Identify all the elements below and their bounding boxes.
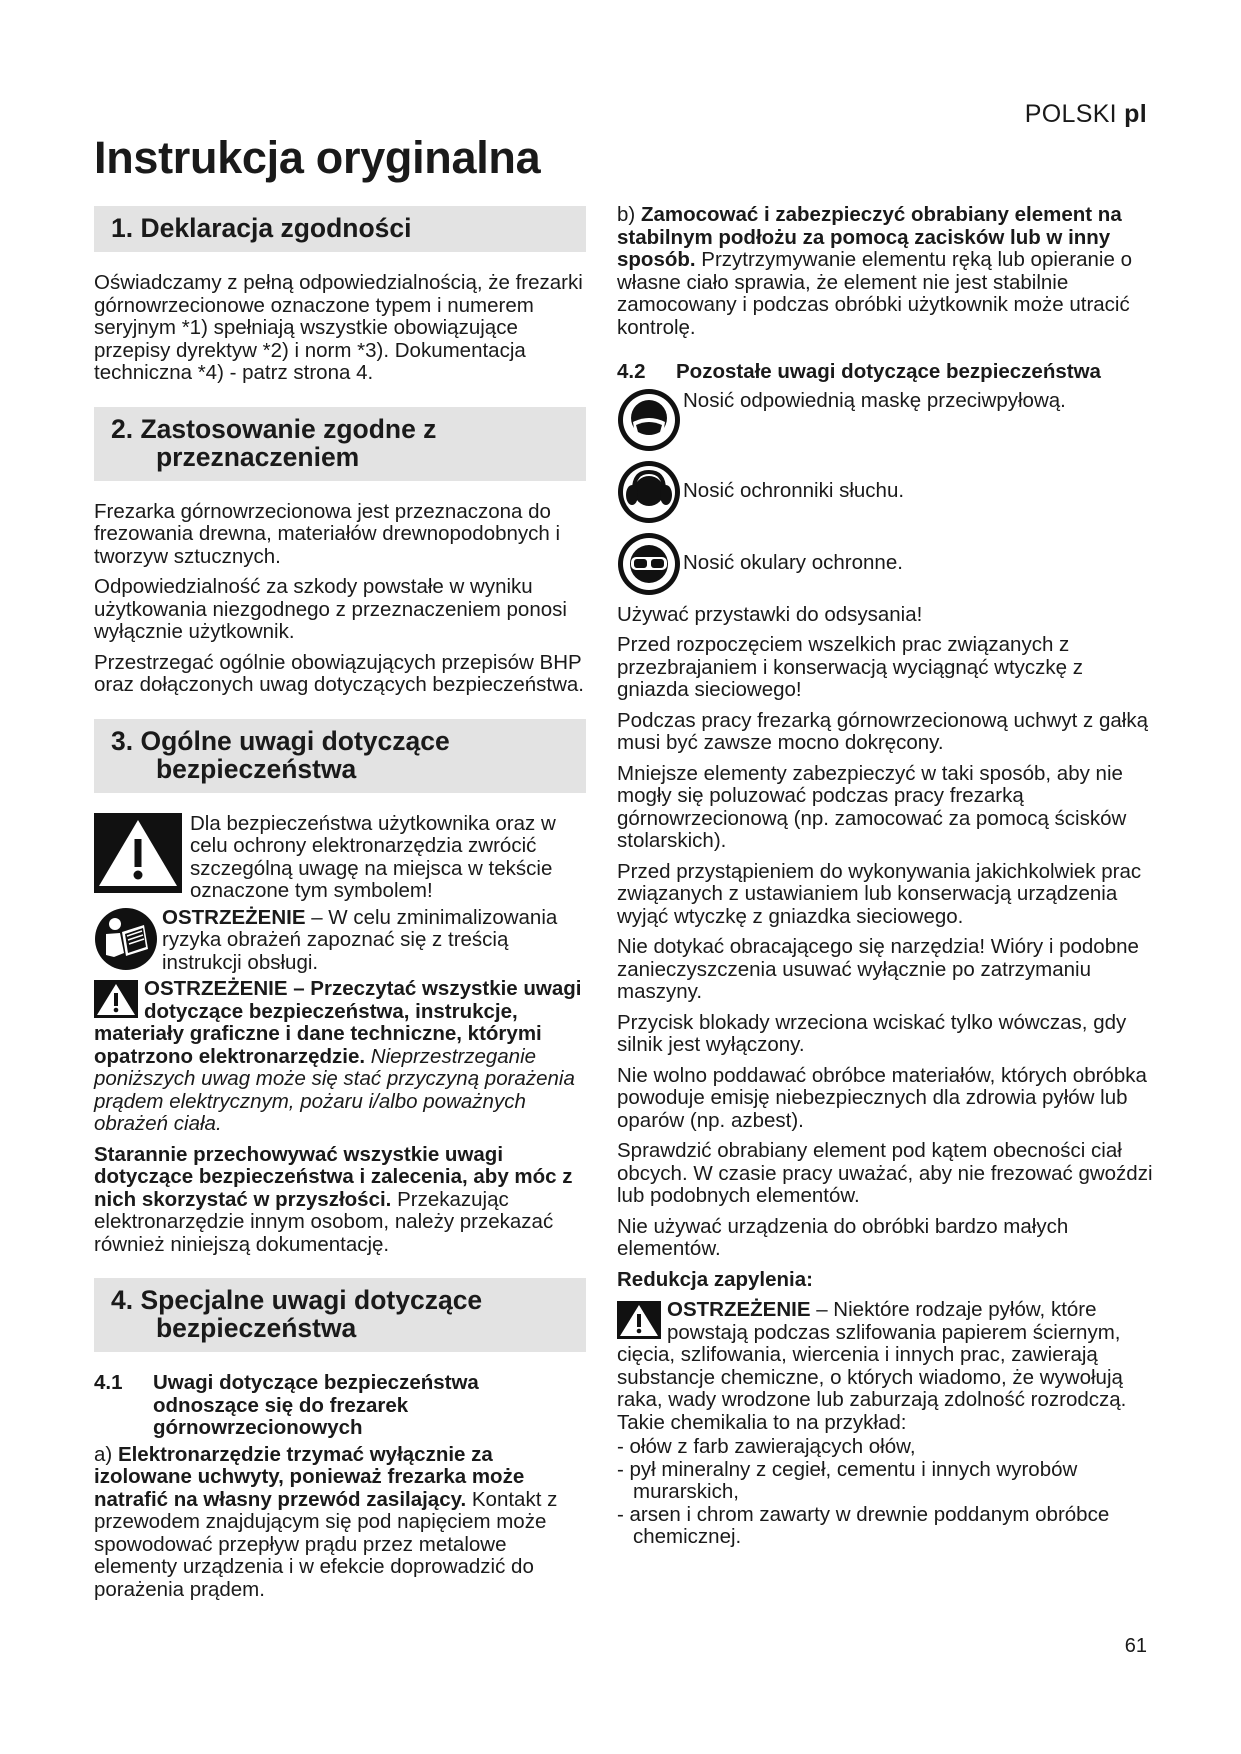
safety-item-a: a) Elektronarzędzie trzymać wyłącznie za izolowane uchwyty, ponieważ frezarka może natrafić na własny przewód zasilający. Kontakt z przewodem znajdującym się pod napięciem może spowodować przepływ prądu przez metalowe elementy urządzenia i w efekcie doprowadzić do porażenia prądem. [94, 1442, 558, 1601]
intended-use-text-2: Odpowiedzialność za szkody powstałe w wyniku użytkowania niezgodnego z przeznaczeniem ponosi wyłącznie użytkownik. [94, 575, 567, 643]
safety-paragraph: Przed rozpoczęciem wszelkich prac związanych z przezbrajaniem i konserwacją wyciągnąć wtyczkę z gniazda sieciowego! [617, 633, 1083, 701]
list-item: - ołów z farb zawierających ołów, [617, 1435, 916, 1458]
safety-paragraph: Przed przystąpieniem do wykonywania jakichkolwiek prac związanych z ustawianiem lub konserwacją urządzenia wyjąć wtyczkę z gniazdka sieciowego. [617, 859, 1142, 928]
safety-paragraph: Sprawdzić obrabiany element pod kątem obecności ciał obcych. W czasie pracy uważać, aby nie frezować gwoździ lub podobnych elementów. [617, 1139, 1153, 1207]
intended-use-text-3: Przestrzegać ogólnie obowiązujących przepisów BHP oraz dołączonych uwag dotyczących bezpieczeństwa. [94, 650, 584, 696]
section-4-heading: 4. Specjalne uwagi dotyczące bezpieczeństwa [94, 1278, 586, 1352]
intended-use-text-1: Frezarka górnowrzecionowa jest przeznaczona do frezowania drewna, materiałów drewnopodobnych i tworzyw sztucznych. [94, 499, 561, 568]
subsection-4-1-heading: 4.1 Uwagi dotyczące bezpieczeństwa odnoszące się do frezarek górnowrzecionowych [94, 1371, 479, 1439]
chemicals-list [617, 1436, 1159, 1549]
read-manual-icon [94, 907, 158, 971]
read-manual-warning: OSTRZEŻENIE – W celu zminimalizowania ryzyka obrażeń zapoznać się z treścią instrukcji obsługi. [94, 907, 586, 975]
safety-paragraph: Nie używać urządzenia do obróbki bardzo małych elementów. [617, 1214, 1069, 1260]
document-title: Instrukcja oryginalna [94, 132, 541, 183]
dust-reduction-heading: Redukcja zapylenia: [617, 1267, 813, 1291]
safety-paragraph: Podczas pracy frezarką górnowrzecionową uchwyt z gałką musi być zawsze mocno dokręcony. [617, 708, 1148, 754]
eye-protection-icon [617, 532, 681, 596]
warning-triangle-icon [94, 813, 182, 893]
safety-paragraph: Używać przystawki do odsysania! [617, 602, 923, 626]
section-2-heading: 2. Zastosowanie zgodne z przeznaczeniem [94, 407, 586, 481]
section-3-heading: 3. Ogólne uwagi dotyczące bezpieczeństwa [94, 719, 586, 793]
list-item: - pył mineralny z cegieł, cementu i innych wyrobów murarskich, [617, 1457, 1078, 1503]
warning-triangle-small-icon [94, 980, 138, 1018]
ppe-eye-protection: Nosić okulary ochronne. [617, 532, 1159, 596]
left-column [94, 206, 586, 1609]
language-label: POLSKI pl [1024, 100, 1147, 128]
section-1-heading: 1. Deklaracja zgodności [94, 206, 586, 252]
safety-paragraph: Mniejsze elementy zabezpieczyć w taki sposób, aby nie mogły się poluzować podczas pracy frezarką górnowrzecionową (np. zamocować za pomocą ścisków stolarskich). [617, 761, 1127, 852]
safety-paragraph: Nie wolno poddawać obróbce materiałów, których obróbka powoduje emisję niebezpiecznych dla zdrowia pyłów lub oparów (np. azbest). [617, 1063, 1147, 1132]
subsection-4-2-heading: 4.2 Pozostałe uwagi dotyczące bezpieczeństwa [617, 360, 1101, 383]
list-item: - arsen i chrom zawarty w drewnie poddanym obróbce chemicznej. [617, 1502, 1110, 1548]
ppe-ear-protection: Nosić ochronniki słuchu. [617, 460, 1159, 524]
safety-paragraph: Nie dotykać obracającego się narzędzia! Wióry i podobne zanieczyszczenia usuwać wyłącznie po zatrzymaniu maszyny. [617, 935, 1139, 1003]
dust-warning: OSTRZEŻENIE – Niektóre rodzaje pyłów, które powstają podczas szlifowania papierem ściernym, cięcia, szlifowania, wiercenia i innych prac, zawierają substancje chemiczne, o których wiadomo, że wywołują raka, wady wrodzone lub zaburzają zdolność rozrodczą. Takie chemikalia to na przykład: [617, 1298, 1127, 1434]
warning-symbol-note: Dla bezpieczeństwa użytkownika oraz w celu ochrony elektronarzędzia zwrócić szczególną uwagę na miejsca w tekście oznaczone tym symbolem! [94, 813, 586, 903]
read-all-warning: OSTRZEŻENIE – Przeczytać wszystkie uwagi dotyczące bezpieczeństwa, instrukcje, materiały graficzne i dane techniczne, którymi opatrzono elektronarzędzie. Nieprzestrzeganie poniższych uwag może się stać przyczyną porażenia prądem elektrycznym, pożaru i/albo poważnych obrażeń ciała. [94, 977, 582, 1135]
warning-triangle-small-icon [617, 1301, 661, 1339]
safety-item-b: b) Zamocować i zabezpieczyć obrabiany element na stabilnym podłożu za pomocą zacisków lub w inny sposób. Przytrzymywanie elementu ręką lub opieranie o własne ciało sprawia, że element nie jest stabilnie zamocowany i podczas obróbki użytkownik może utracić kontrolę. [617, 203, 1132, 339]
ppe-dust-mask: Nosić odpowiednią maskę przeciwpyłową. [617, 388, 1159, 452]
right-column [617, 204, 1159, 1549]
dust-mask-icon [617, 388, 681, 452]
ear-protection-icon [617, 460, 681, 524]
safety-paragraph: Przycisk blokady wrzeciona wciskać tylko wówczas, gdy silnik jest wyłączony. [617, 1010, 1127, 1056]
declaration-text: Oświadczamy z pełną odpowiedzialnością, że frezarki górnowrzecionowe oznaczone typem i numerem seryjnym *1) spełniają wszystkie obowiązujące przepisy dyrektyw *2) i norm *3). Dokumentacja techniczna *4) - patrz strona 4. [94, 271, 583, 384]
keep-instructions-text: Starannie przechowywać wszystkie uwagi dotyczące bezpieczeństwa i zalecenia, aby móc z nich skorzystać w przyszłości. Przekazując elektronarzędzie innym osobom, należy przekazać również niniejszą dokumentację. [94, 1142, 573, 1256]
page-number: 61 [1124, 1635, 1147, 1657]
